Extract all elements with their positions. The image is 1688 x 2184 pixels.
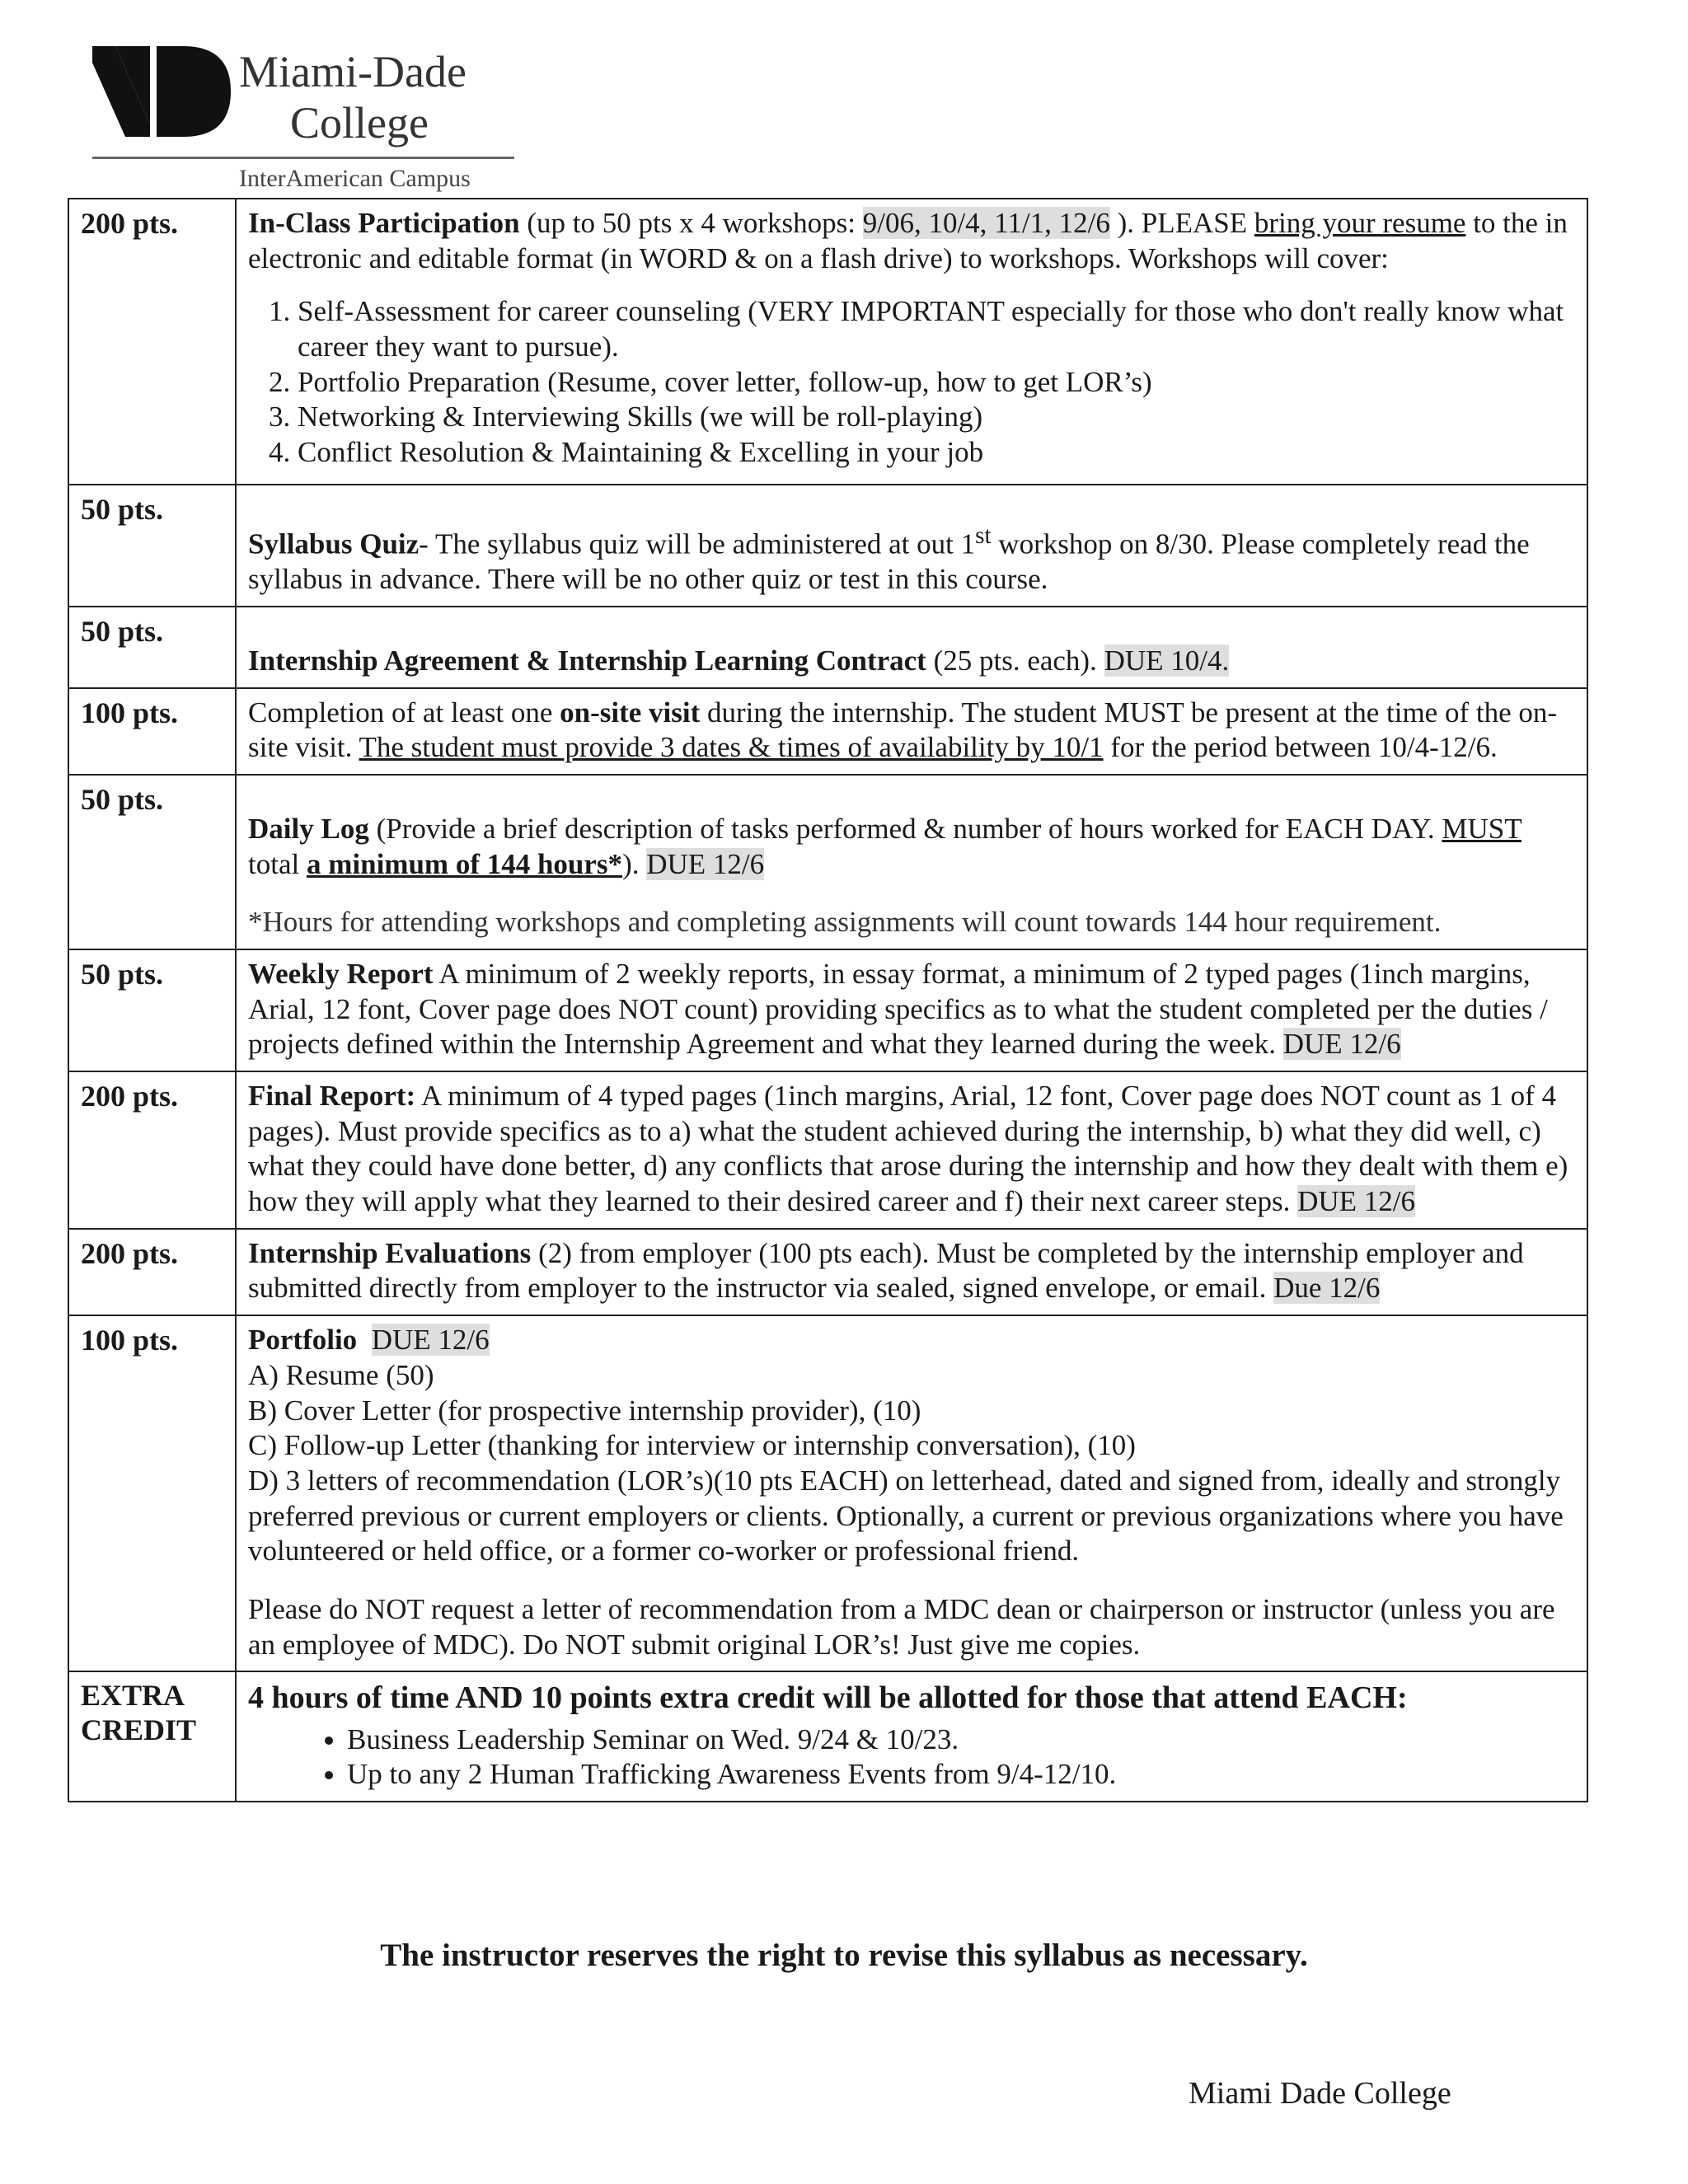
description-cell <box>236 1315 1587 1671</box>
must-text: MUST <box>1442 812 1522 845</box>
description-cell <box>236 199 1587 485</box>
revision-notice: The instructor reserves the right to revise this syllabus as necessary. <box>380 1938 1308 1973</box>
hours-note: *Hours for attending workshops and completing assignments will count towards 144 hour requirement. <box>248 906 1442 939</box>
text-segment: to the in electronic and editable format (in WORD & on a flash drive) to workshops. Workshops will cover: <box>248 207 1568 274</box>
points-cell: 50 pts. <box>68 607 236 688</box>
description-cell <box>236 775 1587 949</box>
description-cell <box>236 1071 1587 1229</box>
text-segment: Completion of at least one <box>248 696 560 729</box>
text-segment: workshop on 8/30. Please completely read the syllabus in advance. There will be no other quiz or test in this course. <box>248 527 1530 596</box>
text-segment: ). <box>622 847 647 880</box>
college-name-line2: College <box>290 98 429 148</box>
table-row <box>68 688 1587 775</box>
superscript: st <box>975 522 992 549</box>
grading-table <box>68 198 1588 1802</box>
due-date: DUE 12/6 <box>1282 1028 1401 1061</box>
extra-credit-list <box>248 1722 1577 1793</box>
row-title: Syllabus Quiz <box>248 527 420 560</box>
row-title: Internship Agreement & Internship Learning Contract <box>248 644 926 677</box>
points-cell: 200 pts. <box>68 1229 236 1315</box>
due-date: DUE 12/6 <box>371 1324 490 1357</box>
row-title: In-Class Participation <box>248 207 520 239</box>
description-cell <box>236 1671 1587 1802</box>
list-item: 2. Portfolio Preparation (Resume, cover letter, follow-up, how to get LOR’s) <box>298 365 1577 401</box>
bring-resume-text: bring your resume <box>1254 207 1466 239</box>
due-date: DUE 12/6 <box>646 847 765 880</box>
due-date: DUE 10/4. <box>1104 644 1230 677</box>
list-item: 3. Networking & Interviewing Skills (we will be roll-playing) <box>298 400 1577 435</box>
list-item: 1. Self-Assessment for career counseling (VERY IMPORTANT especially for those who don't really know what career they want to pursue). <box>298 294 1577 364</box>
text-segment: for the period between 10/4-12/6. <box>1103 731 1498 764</box>
list-item: D) 3 letters of recommendation (LOR’s)(10 pts EACH) on letterhead, dated and signed from, ideally and strongly preferred previous or current employers or clients. Optionally, a current or previous organizations where you have volunteered or held office, or a former co-worker or professional friend. <box>248 1464 1564 1568</box>
list-item: • Business Leadership Seminar on Wed. 9/24 & 10/23. <box>347 1722 1577 1758</box>
row-title: Weekly Report <box>248 957 434 990</box>
points-cell: 200 pts. <box>68 1071 236 1229</box>
table-row <box>68 1071 1587 1229</box>
table-row <box>68 485 1587 607</box>
description-cell <box>236 485 1587 607</box>
row-title: Daily Log <box>248 812 369 845</box>
table-row <box>68 949 1587 1071</box>
workshop-dates: 9/06, 10/4, 11/1, 12/6 <box>862 207 1110 239</box>
text-segment: A minimum of 2 weekly reports, in essay format, a minimum of 2 typed pages (1inch margins, Arial, 12 font, Cover page does NOT count) providing specifics as to what the student completed per the duties / projects defined within the Internship Agreement and what they learned during the week. <box>248 957 1548 1061</box>
campus-name: InterAmerican Campus <box>239 165 471 192</box>
points-cell: 100 pts. <box>68 688 236 775</box>
row-title: Portfolio <box>248 1324 358 1357</box>
bold-text: on-site visit <box>560 696 701 729</box>
points-cell: 50 pts. <box>68 949 236 1071</box>
logo-divider <box>92 157 514 159</box>
points-cell: 100 pts. <box>68 1315 236 1671</box>
lor-note: Please do NOT request a letter of recommendation from a MDC dean or chairperson or instructor (unless you are an employee of MDC). Do NOT submit original LOR’s! Just give me copies. <box>248 1592 1555 1661</box>
text-segment: (2) from employer (100 pts each). Must be completed by the internship employer and submitted directly from employer to the instructor via sealed, signed envelope, or email. <box>248 1236 1524 1305</box>
table-row <box>68 607 1587 688</box>
college-name-line1: Miami-Dade <box>239 47 467 96</box>
due-date: Due 12/6 <box>1273 1272 1381 1305</box>
text-segment: - The syllabus quiz will be administered at out 1 <box>419 527 976 560</box>
row-title: Internship Evaluations <box>248 1236 532 1269</box>
mdc-logo-mark-icon <box>92 46 232 137</box>
list-item: B) Cover Letter (for prospective internship provider), (10) <box>248 1394 921 1427</box>
extra-credit-label-line2: CREDIT <box>81 1713 197 1746</box>
points-cell: 50 pts. <box>68 775 236 949</box>
due-date: DUE 12/6 <box>1297 1185 1415 1218</box>
points-cell <box>68 1671 236 1802</box>
workshop-list <box>248 294 1577 470</box>
description-cell <box>236 688 1587 775</box>
description-cell <box>236 949 1587 1071</box>
text-segment: (Provide a brief description of tasks performed & number of hours worked for EACH DAY. <box>368 812 1442 845</box>
list-item: 4. Conflict Resolution & Maintaining & Excelling in your job <box>298 435 1577 471</box>
table-row <box>68 199 1587 485</box>
college-logo <box>92 41 521 198</box>
points-cell: 200 pts. <box>68 199 236 485</box>
footer-college-name: Miami Dade College <box>1189 2076 1451 2111</box>
text-segment: A minimum of 4 typed pages (1inch margins, Arial, 12 font, Cover page does NOT count as 1 of 4 pages). Must provide specifics as to a) what the student achieved during the internship, b) what they did well, c) what they could have done better, d) any conflicts that arose during the internship and how they dealt with them e) how they will apply what they learned to their desired career and f) their next career steps. <box>248 1080 1568 1218</box>
list-item: A) Resume (50) <box>248 1358 434 1391</box>
text-segment: during the internship. The student MUST be present at the time of the on-site visit. <box>248 696 1558 764</box>
list-item: • Up to any 2 Human Trafficking Awareness Events from 9/4-12/10. <box>347 1757 1577 1793</box>
table-row <box>68 1229 1587 1315</box>
row-title: Final Report: <box>248 1080 416 1113</box>
extra-credit-label-line1: EXTRA <box>81 1679 185 1713</box>
underlined-text: The student must provide 3 dates & times of availability by 10/1 <box>359 731 1104 764</box>
table-row <box>68 1671 1587 1802</box>
text-segment: (25 pts. each). <box>926 644 1104 677</box>
table-row <box>68 775 1587 949</box>
description-cell <box>236 1229 1587 1315</box>
text-segment: (up to 50 pts x 4 workshops: <box>519 207 863 239</box>
extra-credit-title: 4 hours of time AND 10 points extra credit will be allotted for those that attend EACH: <box>248 1680 1408 1716</box>
description-cell <box>236 607 1587 688</box>
table-row <box>68 1315 1587 1671</box>
list-item: C) Follow-up Letter (thanking for interview or internship conversation), (10) <box>248 1429 1136 1462</box>
text-segment: total <box>248 847 307 880</box>
minimum-hours-text: a minimum of 144 hours* <box>306 847 623 880</box>
text-segment: ). PLEASE <box>1109 207 1254 239</box>
points-cell: 50 pts. <box>68 485 236 607</box>
